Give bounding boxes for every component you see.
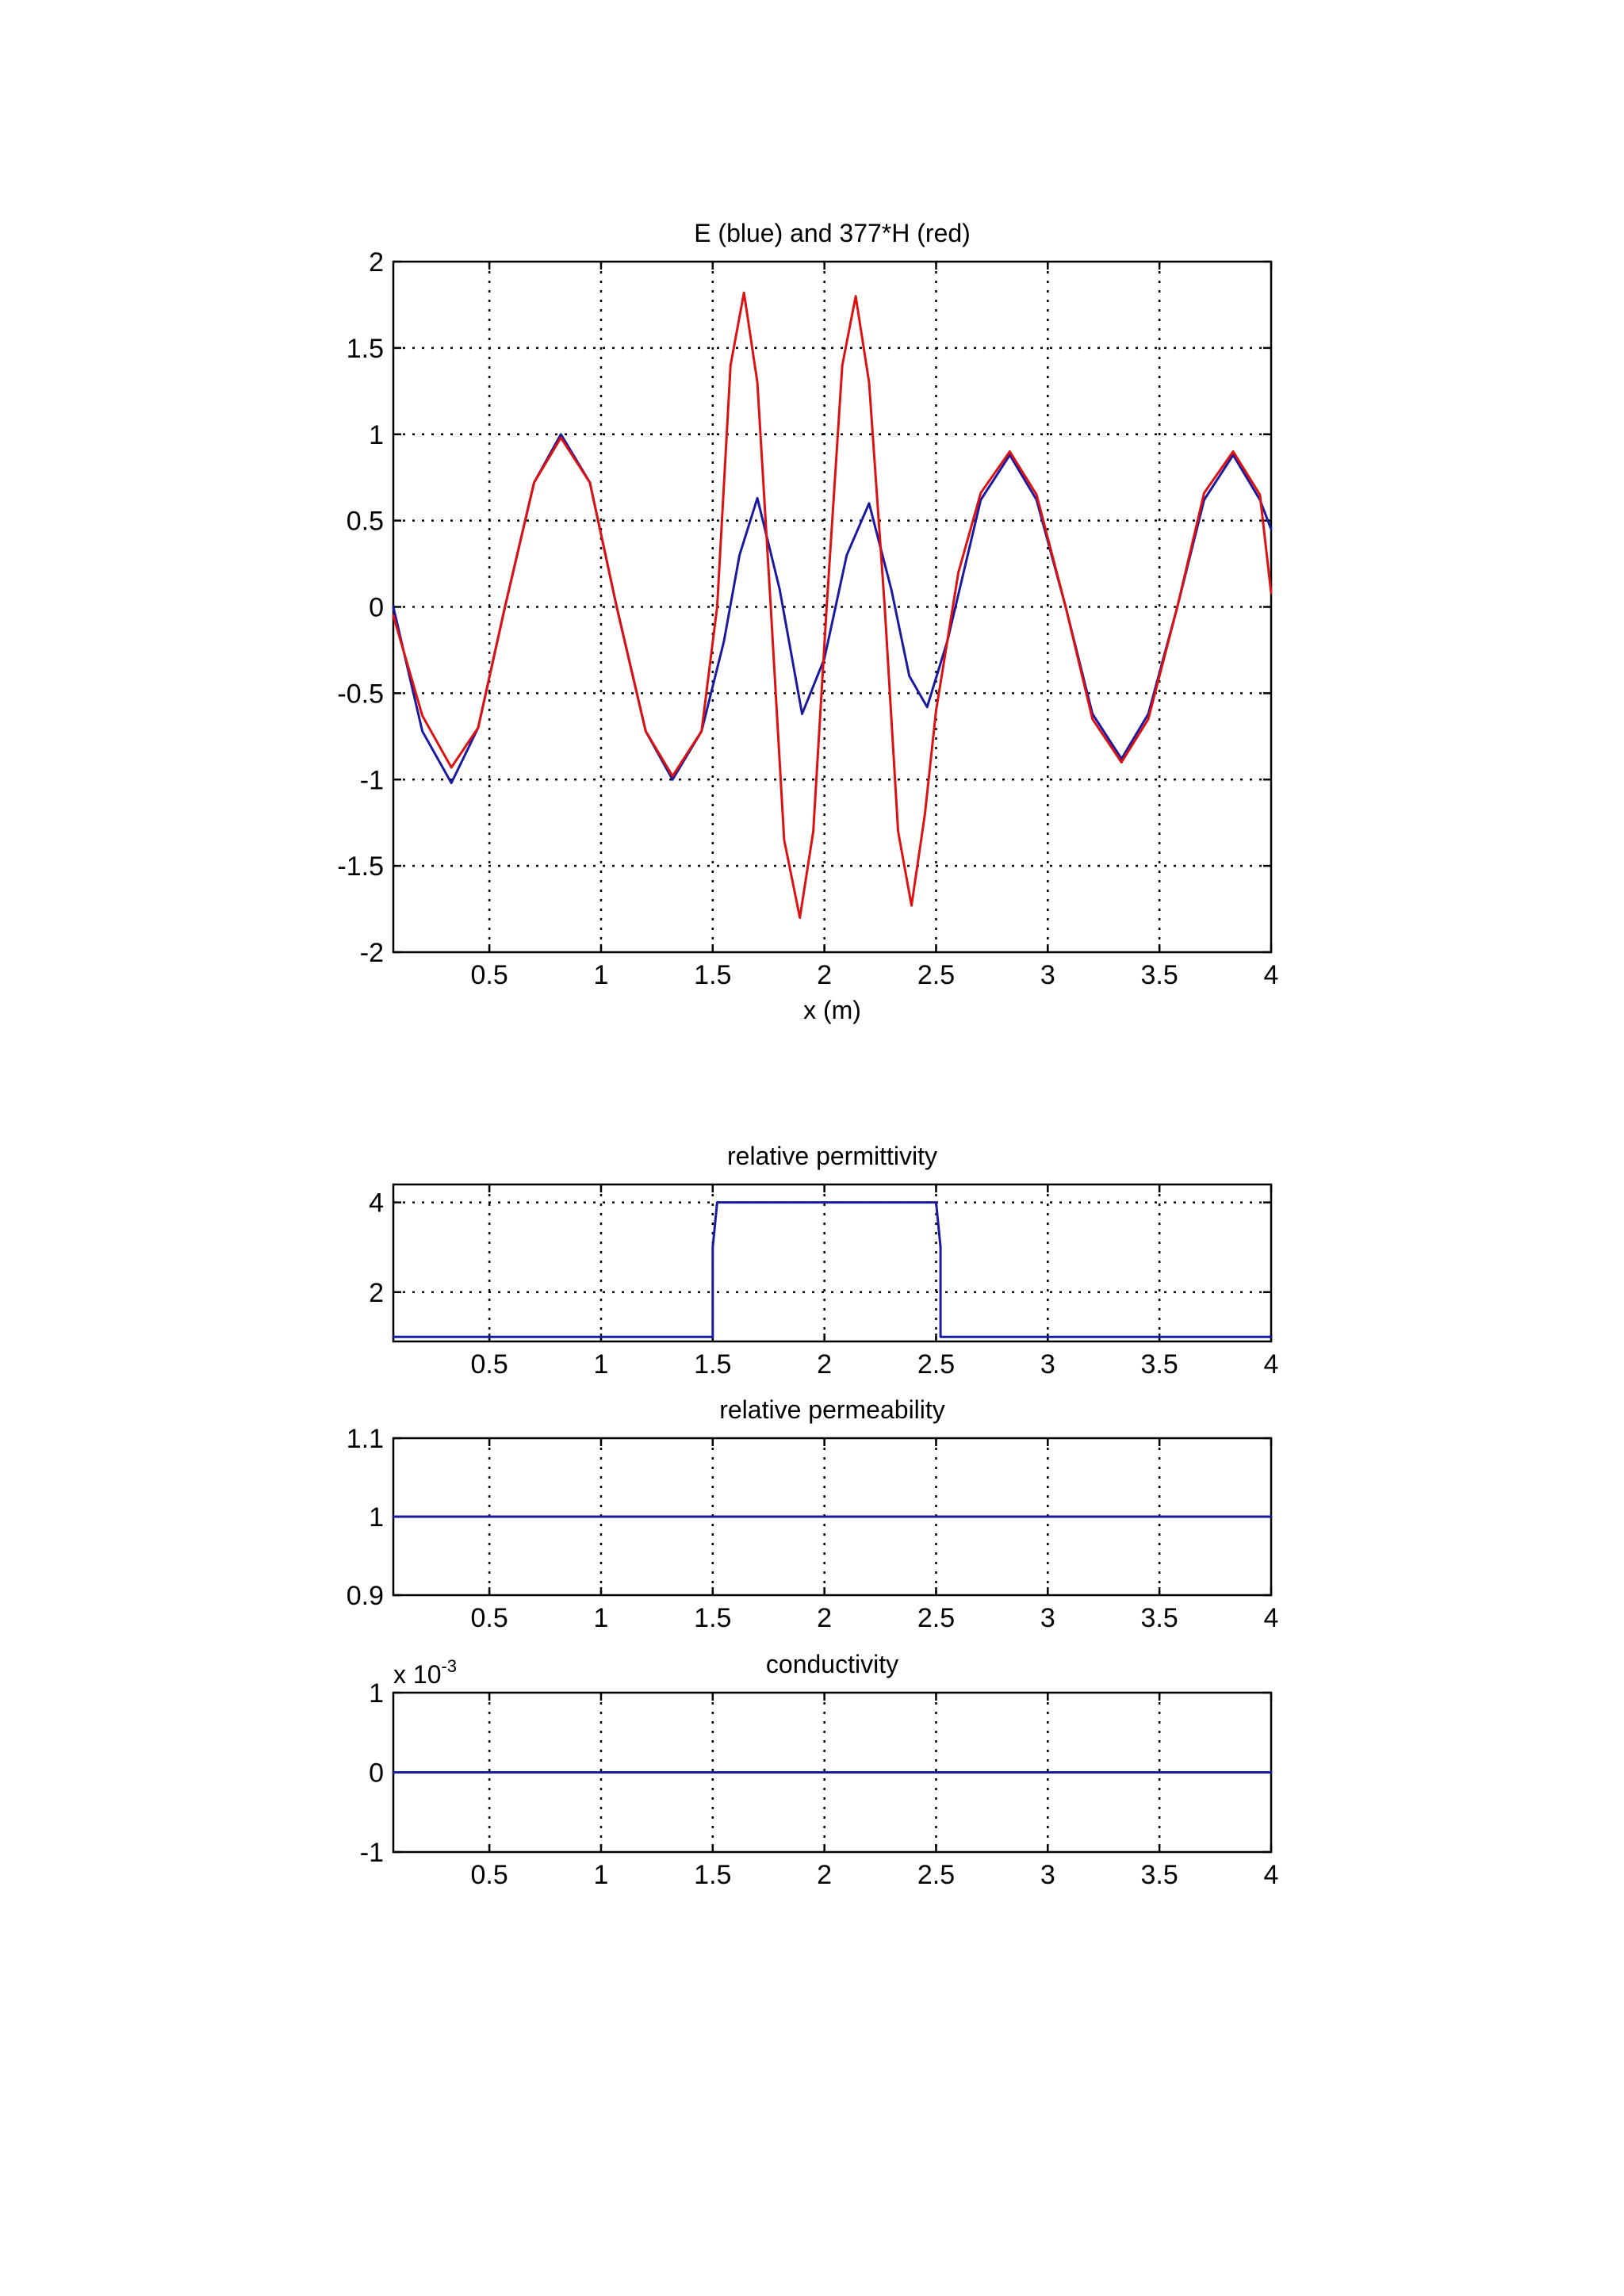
x-tick-label: 4 (1263, 1860, 1279, 1890)
conductivity-panel (360, 1650, 1279, 1890)
x-tick-label: 1.5 (694, 1860, 732, 1890)
x-tick-label: 3 (1040, 1860, 1055, 1890)
x-tick-label: 3.5 (1140, 1860, 1178, 1890)
x-tick-label: 2.5 (917, 1860, 956, 1890)
x-tick-label: 0.5 (470, 1860, 508, 1890)
y-tick-label: 0 (369, 592, 384, 623)
x-tick-label: 1 (593, 1860, 609, 1890)
y-tick-label: 2 (369, 1277, 384, 1308)
x-tick-label: 0.5 (470, 1603, 508, 1633)
x-tick-label: 1.5 (694, 1349, 732, 1380)
x-tick-label: 2 (817, 1349, 833, 1380)
y-tick-label: -1 (359, 765, 384, 796)
chart-title: E (blue) and 377*H (red) (694, 219, 971, 247)
x-tick-label: 1.5 (694, 960, 732, 990)
x-tick-label: 2.5 (917, 1603, 956, 1633)
y-tick-label: 0.5 (346, 506, 384, 537)
y-tick-label: 0 (369, 1758, 384, 1789)
x-tick-label: 3 (1040, 960, 1055, 990)
x-tick-label: 4 (1263, 1603, 1279, 1633)
y-tick-label: 1.5 (346, 333, 384, 364)
y-tick-label: -2 (359, 938, 384, 968)
x-tick-label: 2.5 (917, 1349, 956, 1380)
x-tick-label: 2 (817, 960, 833, 990)
fields-panel (337, 219, 1278, 1024)
x-tick-label: 3.5 (1140, 960, 1178, 990)
x-tick-label: 2 (817, 1860, 833, 1890)
x-tick-label: 1.5 (694, 1603, 732, 1633)
y-tick-label: 4 (369, 1188, 384, 1219)
plot-area (393, 1184, 1271, 1341)
permittivity-panel (369, 1142, 1278, 1380)
x-tick-label: 4 (1263, 1349, 1279, 1380)
x-tick-label: 2 (817, 1603, 833, 1633)
x-tick-label: 3.5 (1140, 1603, 1178, 1633)
x-tick-label: 4 (1263, 960, 1279, 990)
y-tick-label: -0.5 (337, 679, 384, 710)
x-tick-label: 1 (593, 1349, 609, 1380)
x-tick-label: 1 (593, 1603, 609, 1633)
x-tick-label: 3 (1040, 1603, 1055, 1633)
y-tick-label: 1 (369, 1502, 384, 1533)
x-tick-label: 1 (593, 960, 609, 990)
chart-title: relative permeability (719, 1395, 945, 1424)
x-tick-label: 3.5 (1140, 1349, 1178, 1380)
y-axis-multiplier: x $10^{-3}$ (393, 1656, 458, 1689)
chart-title: conductivity (765, 1650, 899, 1678)
y-tick-label: 0.9 (346, 1581, 384, 1611)
x-axis-label: x (m) (803, 996, 861, 1024)
x-tick-label: 0.5 (470, 960, 508, 990)
chart-title: relative permittivity (727, 1142, 937, 1170)
x-tick-label: 0.5 (470, 1349, 508, 1380)
permeability-panel (347, 1395, 1279, 1633)
y-tick-label: -1.5 (337, 851, 384, 882)
y-tick-label: 1 (369, 1678, 384, 1709)
y-tick-label: -1 (359, 1838, 384, 1868)
y-tick-label: 1 (369, 419, 384, 450)
y-tick-label: 2 (369, 247, 384, 277)
x-tick-label: 3 (1040, 1349, 1055, 1380)
y-tick-label: 1.1 (346, 1424, 384, 1454)
x-tick-label: 2.5 (917, 960, 956, 990)
